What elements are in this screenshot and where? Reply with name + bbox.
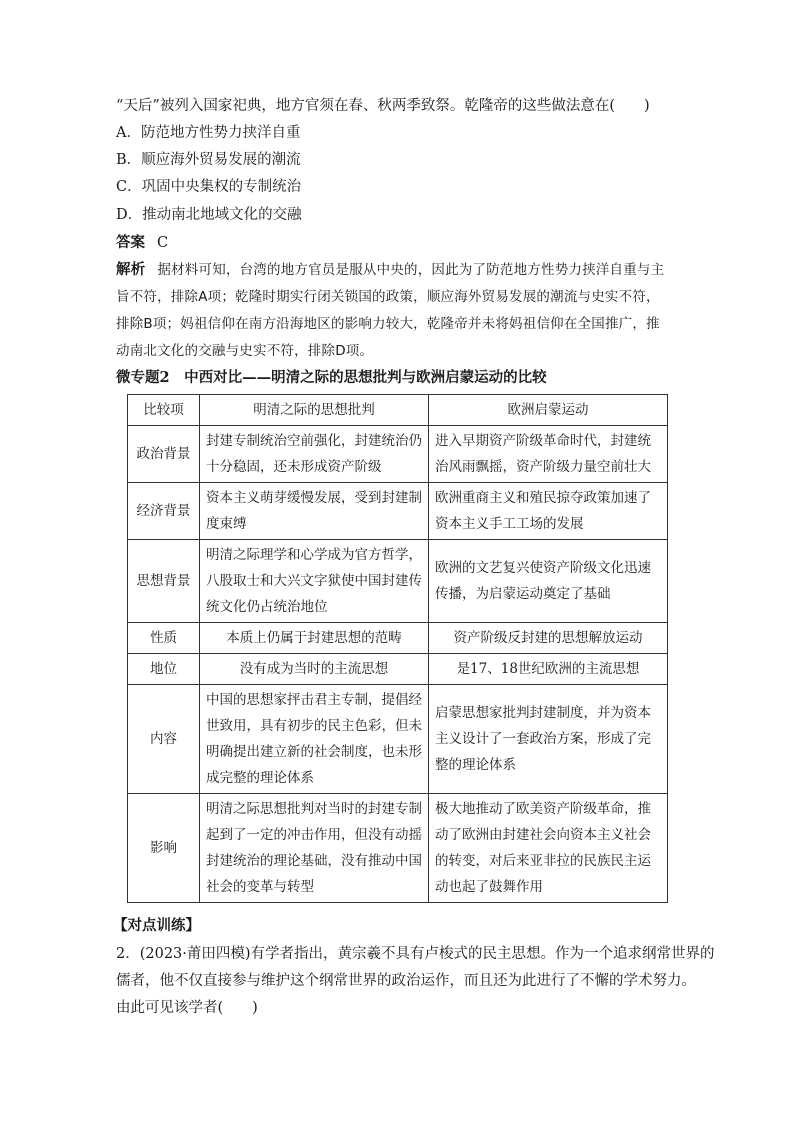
- option-a: A．防范地方性势力挟洋自重: [116, 125, 301, 141]
- comparison-table: [127, 394, 668, 903]
- option-b: B．顺应海外贸易发展的潮流: [116, 152, 301, 168]
- analysis-line-3: 排除B项；妈祖信仰在南方沿海地区的影响力较大，乾隆帝并未将妈祖信仰在全国推广，推: [116, 316, 660, 332]
- row-china: 封建专制统治空前强化，封建统治仍十分稳固，还未形成资产阶级: [200, 426, 429, 483]
- row-china: 中国的思想家抨击君主专制，提倡经世致用，具有初步的民主色彩，但未明确提出建立新的社会制度，也未形成完整的理论体系: [200, 685, 429, 794]
- practice-title: 【对点训练】: [113, 917, 200, 934]
- row-europe: 启蒙思想家批判封建制度，并为资本主义设计了一套政治方案，形成了完整的理论体系: [429, 685, 668, 794]
- table-row: [128, 623, 668, 654]
- row-europe: 欧洲重商主义和殖民掠夺政策加速了资本主义手工工场的发展: [429, 483, 668, 540]
- analysis-label: 解析: [116, 261, 146, 278]
- row-item: 地位: [128, 654, 200, 685]
- row-item: 政治背景: [128, 426, 200, 483]
- analysis-line-4: 动南北文化的交融与史实不符，排除D项。: [116, 343, 374, 359]
- row-europe: 欧洲的文艺复兴使资产阶级文化迅速传播，为启蒙运动奠定了基础: [429, 540, 668, 623]
- header-europe: 欧洲启蒙运动: [429, 395, 668, 426]
- question2-line-3: 由此可见该学者( ): [116, 1000, 258, 1016]
- question2-line-2: 儒者，他不仅直接参与维护这个纲常世界的政治运作，而且还为此进行了不懈的学术努力。: [116, 973, 696, 989]
- row-item: 性质: [128, 623, 200, 654]
- header-china: 明清之际的思想批判: [200, 395, 429, 426]
- analysis-text-1: 据材料可知，台湾的地方官员是服从中央的，因此为了防范地方性势力挟洋自重与主: [157, 262, 665, 278]
- answer-value: C: [157, 235, 169, 251]
- table-row: [128, 483, 668, 540]
- table-row: [128, 794, 668, 903]
- row-item: 经济背景: [128, 483, 200, 540]
- table-row: [128, 540, 668, 623]
- row-china: 资本主义萌芽缓慢发展，受到封建制度束缚: [200, 483, 429, 540]
- row-china: 明清之际思想批判对当时的封建专制起到了一定的冲击作用，但没有动摇封建统治的理论基础，没有推动中国社会的变革与转型: [200, 794, 429, 903]
- answer-label: 答案: [116, 234, 145, 251]
- table-header-row: [128, 395, 668, 426]
- header-item: 比较项: [128, 395, 200, 426]
- table-row: [128, 685, 668, 794]
- row-europe: 是17、18世纪欧洲的主流思想: [429, 654, 668, 685]
- row-europe: 进入早期资产阶级革命时代，封建统治风雨飘摇，资产阶级力量空前壮大: [429, 426, 668, 483]
- analysis-line-1: [116, 260, 664, 280]
- row-item: 思想背景: [128, 540, 200, 623]
- option-d: D．推动南北地域文化的交融: [116, 207, 302, 223]
- table-row: [128, 654, 668, 685]
- row-item: 内容: [128, 685, 200, 794]
- row-item: 影响: [128, 794, 200, 903]
- row-europe: 资产阶级反封建的思想解放运动: [429, 623, 668, 654]
- row-china: 没有成为当时的主流思想: [200, 654, 429, 685]
- section-title: 微专题2 中西对比——明清之际的思想批判与欧洲启蒙运动的比较: [116, 369, 547, 386]
- table-row: [128, 426, 668, 483]
- row-europe: 极大地推动了欧美资产阶级革命，推动了欧洲由封建社会向资本主义社会的转变，对后来亚非拉的民族民主运动也起了鼓舞作用: [429, 794, 668, 903]
- analysis-line-2: 旨不符，排除A项；乾隆时期实行闭关锁国的政策，顺应海外贸易发展的潮流与史实不符，: [116, 289, 660, 305]
- answer-line: [116, 233, 168, 253]
- question2-line-1: 2．(2023·莆田四模)有学者指出，黄宗羲不具有卢梭式的民主思想。作为一个追求纲常世界的: [116, 946, 715, 962]
- option-c: C．巩固中央集权的专制统治: [116, 179, 302, 195]
- question-stem-tail: “天后”被列入国家祀典，地方官须在春、秋两季致祭。乾隆帝的这些做法意在( ): [116, 98, 650, 114]
- row-china: 本质上仍属于封建思想的范畴: [200, 623, 429, 654]
- row-china: 明清之际理学和心学成为官方哲学，八股取士和大兴文字狱使中国封建传统文化仍占统治地位: [200, 540, 429, 623]
